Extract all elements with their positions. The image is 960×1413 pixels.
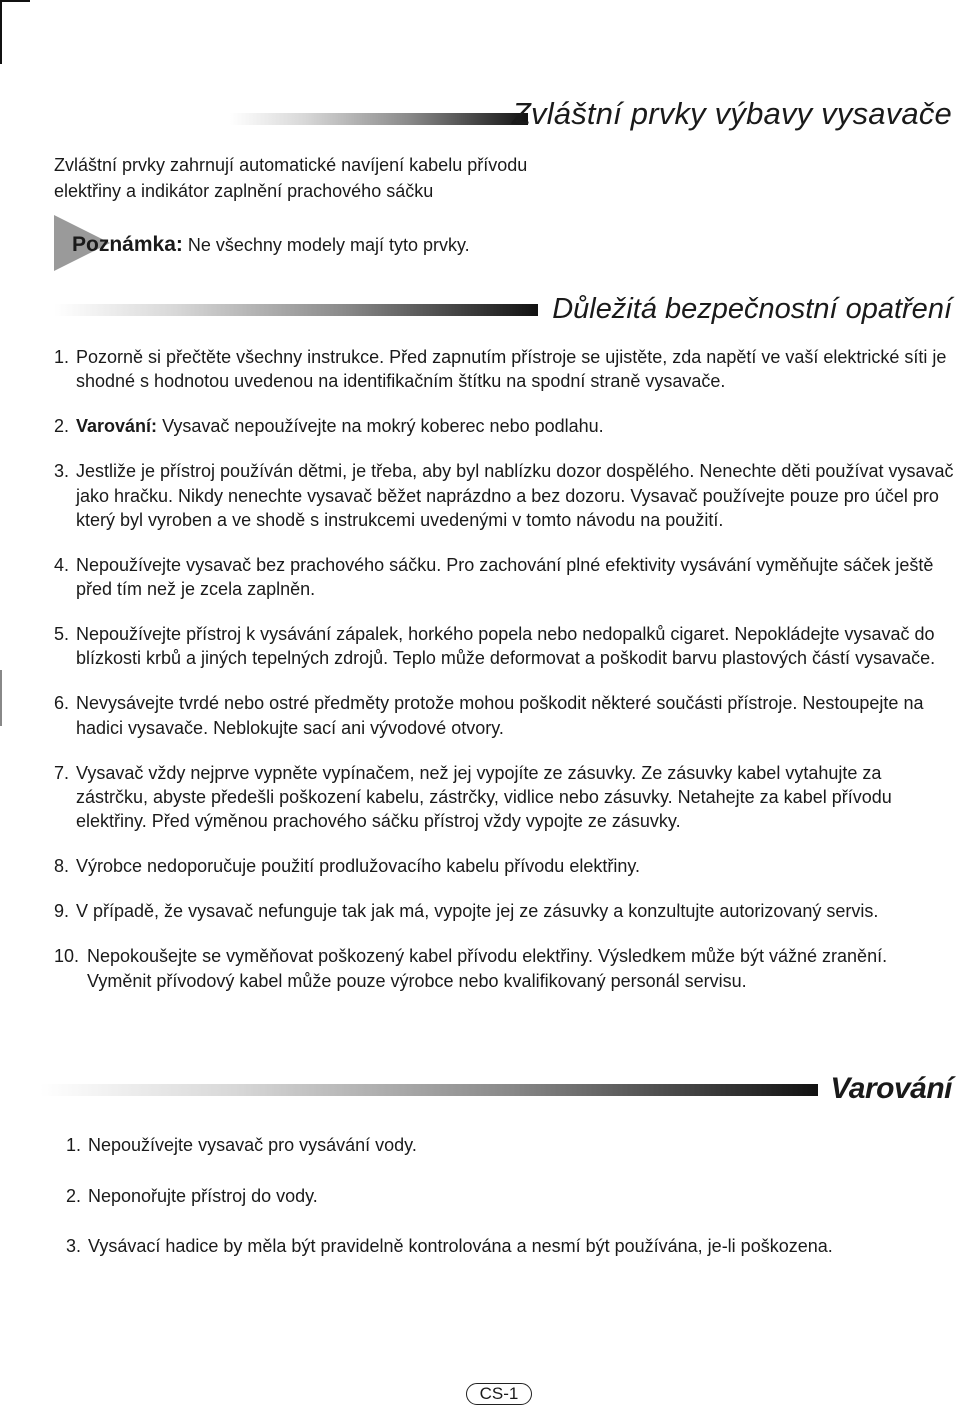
note (72, 232, 470, 258)
safety-item (54, 691, 954, 740)
item-number: 2. (66, 1185, 82, 1206)
intro-text: Zvláštní prvky zahrnují automatické navíjení kabelu přívodu elektřiny a indikátor zaplnění prachového sáčku (54, 155, 528, 201)
safety-item (54, 622, 954, 671)
item-text: Vysávací hadice by měla být pravidelně kontrolována a nesmí být používána, je-li poškozena. (88, 1236, 833, 1256)
warning-label: Varování: (76, 416, 158, 437)
item-number: 1. (54, 347, 70, 367)
item-number: 5. (54, 624, 70, 645)
item-text: V případě, že vysavač nefunguje tak jak má, vypojte jej ze zásuvky a konzultujte autorizovaný servis. (76, 901, 879, 922)
item-number: 3. (54, 461, 70, 482)
safety-title: Důležitá bezpečnostní opatření (552, 293, 952, 325)
safety-item (54, 944, 954, 993)
crop-mark-vertical (0, 0, 2, 64)
page-title: Zvláštní prvky výbavy vysavače (511, 96, 952, 131)
item-text: Neponořujte přístroj do vody. (88, 1185, 318, 1206)
warning-item (66, 1132, 946, 1158)
safety-item (54, 345, 954, 394)
safety-item (54, 854, 954, 878)
warning-item (66, 1183, 946, 1209)
note-label: Poznámka: (72, 233, 183, 256)
item-text: Výrobce nedoporučuje použití prodlužovacího kabelu přívodu elektřiny. (76, 856, 641, 877)
item-text: Nepoužívejte přístroj k vysávání zápalek, horkého popela nebo nedopalků cigaret. Nepokládejte vysavač do blízkosti krbů a jiných tepelných zdrojů. Teplo může deformovat a poškodit barvu plastových částí vysavače. (76, 624, 936, 669)
safety-gradient-bar (54, 304, 538, 316)
margin-mark (0, 670, 2, 726)
item-text: Nevysávejte tvrdé nebo ostré předměty protože mohou poškodit některé součásti přístroje. Nestoupejte na hadici vysavače. Neblokujte sací ani vývodové otvory. (76, 693, 924, 738)
safety-list (54, 345, 954, 1014)
item-number: 9. (54, 901, 70, 922)
item-text: Pozorně si přečtěte všechny instrukce. Před zapnutím přístroje se ujistěte, zda napětí ve vaší elektrické síti je shodné s hodnotou uvedenou na identifikačním štítku na spodní straně vysavače. (76, 347, 947, 392)
warning-list (66, 1132, 946, 1284)
warning-title: Varování (830, 1072, 952, 1105)
item-number: 6. (54, 693, 70, 714)
item-number: 1. (66, 1135, 82, 1155)
warning-item (66, 1233, 946, 1259)
safety-item (54, 414, 954, 438)
item-body (76, 414, 954, 438)
item-number: 3. (66, 1236, 82, 1256)
safety-item (54, 459, 954, 532)
item-text: Jestliže je přístroj používán dětmi, je třeba, aby byl nablízku dozor dospělého. Nenechte děti používat vysavač jako hračku. Nikdy nenechte vysavač běžet naprázdno a bez dozoru. Vysavač používejte pouze pro účel pro který byl vyroben a ve shodě s instrukcemi uvedenými v tomto návodu na použití. (76, 461, 954, 530)
item-text: Vysavač nepoužívejte na mokrý koberec nebo podlahu. (162, 416, 604, 437)
safety-item (54, 761, 954, 834)
item-number: 2. (54, 416, 70, 437)
header-gradient-bar (230, 113, 528, 125)
item-number: 7. (54, 762, 70, 783)
item-number: 10. (54, 946, 80, 967)
item-text: Vysavač vždy nejprve vypněte vypínačem, než jej vypojíte ze zásuvky. Ze zásuvky kabel vytahujte za zástrčku, abyste předešli poškození kabelu, zástrčky, vidlice nebo zásuvky. Netahejte za kabel přívodu elektřiny. Před výměnou prachového sáčku přístroj vždy vypojte ze zásuvky. (76, 762, 892, 832)
safety-item (54, 553, 954, 602)
item-text: Nepoužívejte vysavač pro vysávání vody. (88, 1135, 417, 1155)
warning-gradient-bar (40, 1084, 818, 1096)
item-text: Nepokoušejte se vyměňovat poškozený kabel přívodu elektřiny. Výsledkem může být vážné zranění. Vyměnit přívodový kabel může pouze výrobce nebo kvalifikovaný personál servisu. (87, 946, 888, 991)
item-number: 4. (54, 554, 70, 575)
crop-mark-horizontal (0, 0, 30, 2)
item-number: 8. (54, 856, 70, 877)
safety-item (54, 899, 954, 923)
item-text: Nepoužívejte vysavač bez prachového sáčku. Pro zachování plné efektivity vysávání vyměňujte sáček ještě před tím než je zcela zaplněn. (76, 554, 934, 600)
note-text: Ne všechny modely mají tyto prvky. (187, 235, 470, 255)
page-number: CS-1 (466, 1383, 532, 1405)
